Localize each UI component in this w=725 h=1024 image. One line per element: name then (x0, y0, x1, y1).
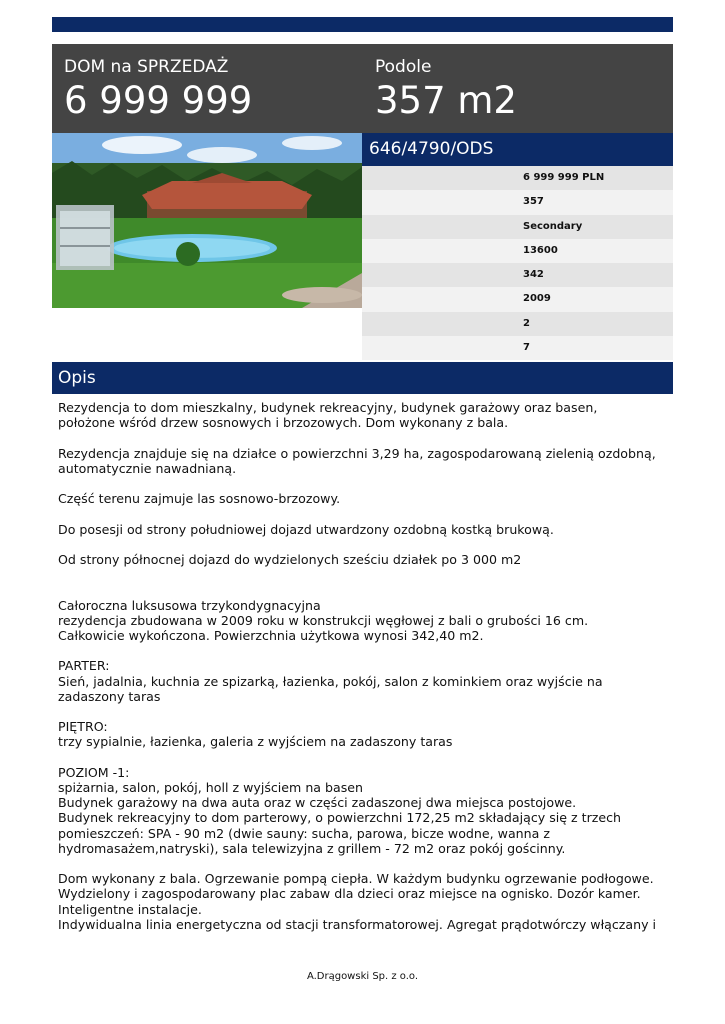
paragraph: Rezydencja znajduje się na działce o powierzchni 3,29 ha, zagospodarowaną zielenią ozdobną, automatycznie nawadnianą. (58, 445, 656, 476)
prop-row-usable-area: 342 (362, 263, 673, 287)
paragraph: Indywidualna linia energetyczna od stacji transformatorowej. Agregat prądotwórczy włączany i (58, 916, 657, 932)
paragraph: trzy sypialnie, łazienka, galeria z wyjściem na zadaszony taras (58, 734, 453, 750)
paragraph: rezydencja zbudowana w 2009 roku w konstrukcji węgłowej z bali o grubości 16 cm. Całkowicie wykończona. Powierzchnia użytkowa wynosi 342,40 m2. (58, 612, 589, 643)
prop-row-plot-area: 13600 (362, 239, 673, 263)
top-accent-bar (52, 17, 673, 32)
prop-row-year: 2009 (362, 287, 673, 311)
area-block (375, 56, 517, 123)
hero-header (52, 44, 673, 133)
subheading: PIĘTRO: (58, 719, 108, 735)
price: 6 999 999 (64, 79, 253, 122)
paragraph: Od strony północnej dojazd do wydzielonych sześciu działek po 3 000 m2 (58, 551, 522, 567)
paragraph: Sień, jadalnia, kuchnia ze spizarką, łazienka, pokój, salon z kominkiem oraz wyjście na zadaszony taras (58, 673, 603, 704)
paragraph: Budynek rekreacyjny to dom parterowy, o powierzchni 172,25 m2 składający się z trzech pomieszczeń: SPA - 90 m2 (dwie sauny: sucha, parowa, bicze wodne, wanna z hydromasażem,natryski), sala telewizyjna z grillem - 72 m2 oraz pokój gościnny. (58, 810, 622, 856)
location-label: Podole (375, 57, 432, 77)
listing-type: DOM na SPRZEDAŻ (64, 57, 229, 77)
description-body (58, 400, 658, 932)
section-title-description: Opis (52, 362, 673, 394)
offer-reference: 646/4790/ODS (362, 133, 673, 166)
prop-row-rooms: 7 (362, 336, 673, 360)
paragraph: Dom wykonany z bala. Ogrzewanie pompą ciepła. W każdym budynku ogrzewanie podłogowe. (58, 871, 654, 887)
subheading: POZIOM -1: (58, 764, 130, 780)
prop-row-floors: 2 (362, 312, 673, 336)
subheading: PARTER: (58, 658, 110, 674)
paragraph: Inteligentne instalacje. (58, 901, 202, 917)
prop-row-area: 357 (362, 190, 673, 214)
prop-row-market: Secondary (362, 215, 673, 239)
paragraph: Do posesji od strony południowej dojazd utwardzony ozdobną kostką brukową. (58, 521, 554, 537)
footer-company: A.Drągowski Sp. z o.o. (306, 971, 419, 982)
property-photo (52, 133, 362, 308)
paragraph: spiżarnia, salon, pokój, holl z wyjściem na basen (58, 779, 364, 795)
paragraph: Wydzielony i zagospodarowany plac zabaw dla dzieci oraz miejsce na ognisko. Dozór kamer. (58, 886, 641, 902)
property-details-table (362, 166, 673, 360)
price-block (64, 56, 252, 123)
paragraph: Rezydencja to dom mieszkalny, budynek rekreacyjny, budynek garażowy oraz basen, położone wśród drzew sosnowych i brzozowych. Dom wykonany z bala. (58, 400, 598, 431)
prop-row-price: 6 999 999 PLN (362, 166, 673, 190)
paragraph: Część terenu zajmuje las sosnowo-brzozowy. (58, 491, 341, 507)
area-value: 357 m2 (375, 79, 517, 122)
paragraph: Budynek garażowy na dwa auta oraz w części zadaszonej dwa miejsca postojowe. (58, 795, 577, 811)
paragraph: Całoroczna luksusowa trzykondygnacyjna (58, 597, 321, 613)
